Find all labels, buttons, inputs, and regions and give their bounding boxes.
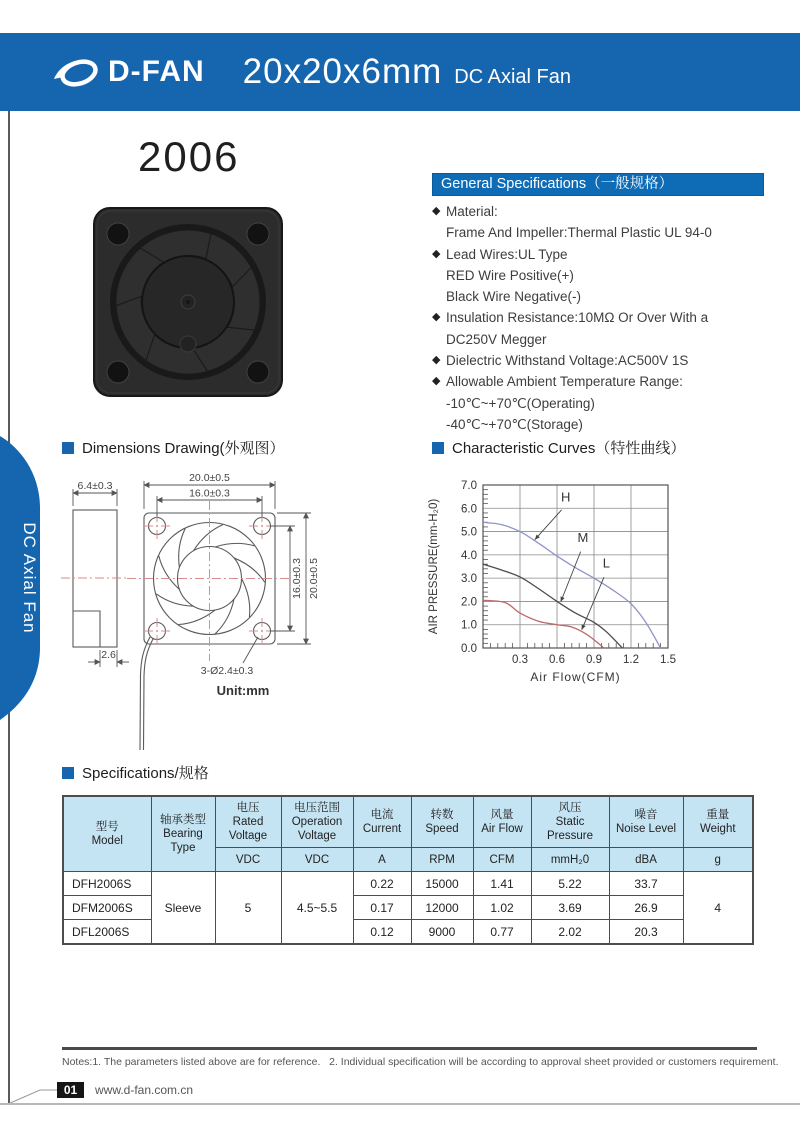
dim-unit-label: Unit:mm xyxy=(216,683,270,698)
spec-cell: 0.12 xyxy=(353,920,411,945)
page-header xyxy=(0,33,800,111)
y-tick-label: 2.0 xyxy=(461,596,477,609)
diamond-bullet-icon: ◆ xyxy=(432,205,441,217)
column-header-bearing-type: 轴承类型 Bearing Type xyxy=(151,796,215,872)
column-unit-static-pressure: mmH₂0 xyxy=(531,848,609,872)
spec-cell: 0.17 xyxy=(353,896,411,920)
dimensions-drawing xyxy=(55,465,395,760)
characteristic-curves-chart xyxy=(425,465,725,695)
column-unit-weight: g xyxy=(683,848,753,872)
spec-list-item xyxy=(432,371,772,392)
side-tab-label: DC Axial Fan xyxy=(20,522,39,634)
table-row xyxy=(63,872,753,896)
column-header-static-pressure: 风压 Static Pressure xyxy=(531,796,609,848)
column-header-model: 型号 Model xyxy=(63,796,151,872)
section-curves-heading xyxy=(432,437,685,458)
spec-list-item-text: Black Wire Negative(-) xyxy=(446,289,582,305)
website-text: www.d-fan.com.cn xyxy=(95,1083,194,1097)
column-header-noise-level: 噪音 Noise Level xyxy=(609,796,683,848)
column-unit-current: A xyxy=(353,848,411,872)
column-unit-operation-voltage: VDC xyxy=(281,848,353,872)
y-tick-label: 5.0 xyxy=(461,526,477,539)
spec-list-item-text: -10℃~+70℃(Operating) xyxy=(446,395,595,411)
spec-list-item xyxy=(432,201,772,222)
section-square-icon xyxy=(432,442,444,454)
spec-list-item xyxy=(432,329,772,350)
diamond-bullet-icon: ◆ xyxy=(432,354,441,367)
column-unit-air-flow: CFM xyxy=(473,848,531,872)
curve-label-M: M xyxy=(577,530,589,546)
column-unit-noise-level: dBA xyxy=(609,848,683,872)
brand-logo xyxy=(52,54,205,90)
curve-H xyxy=(483,522,661,648)
spec-list-item-text: -40℃~+70℃(Storage) xyxy=(446,416,583,432)
spec-cell: 33.7 xyxy=(609,872,683,896)
spec-list-item-text: Insulation Resistance:10MΩ Or Over With a xyxy=(446,310,709,326)
spec-cell: 20.3 xyxy=(609,920,683,945)
spec-list-item-text: Material: xyxy=(446,204,498,219)
section-curves-label: Characteristic Curves（特性曲线） xyxy=(452,440,686,457)
column-header-operation-voltage: 电压范围 Operation Voltage xyxy=(281,796,353,848)
model-number: 2006 xyxy=(138,133,240,180)
page-title: 20x20x6mm xyxy=(242,52,443,91)
spec-list-item xyxy=(432,414,772,435)
spec-cell: 5 xyxy=(215,872,281,945)
spec-list-item-text: RED Wire Positive(+) xyxy=(446,267,574,283)
spec-list-item-text: Dielectric Withstand Voltage:AC500V 1S xyxy=(446,353,689,369)
section-dimensions-heading xyxy=(62,437,285,458)
section-dimensions-label: Dimensions Drawing(外观图） xyxy=(82,440,285,457)
spec-list-item xyxy=(432,222,772,243)
spec-cell: DFM2006S xyxy=(63,896,151,920)
bottom-border-line xyxy=(0,1103,800,1105)
curve-L xyxy=(483,600,604,648)
column-header-speed: 转数 Speed xyxy=(411,796,473,848)
brand-name: D-FAN xyxy=(108,55,205,88)
spec-list-item xyxy=(432,307,772,328)
section-square-icon xyxy=(62,767,74,779)
x-tick-label: 0.3 xyxy=(512,654,528,666)
brand-swoosh-icon xyxy=(52,54,104,90)
specifications-table xyxy=(62,795,754,945)
y-tick-label: 7.0 xyxy=(461,480,477,492)
spec-cell: DFL2006S xyxy=(63,920,151,945)
column-unit-rated-voltage: VDC xyxy=(215,848,281,872)
y-tick-label: 3.0 xyxy=(461,573,477,586)
x-axis-label: Air Flow(CFM) xyxy=(530,670,621,684)
y-axis-label: AIR PRESSURE(mm-H₂0) xyxy=(428,498,440,635)
spec-list-item-text: Allowable Ambient Temperature Range: xyxy=(446,374,683,390)
spec-list-item-text: Lead Wires:UL Type xyxy=(446,246,568,262)
x-tick-label: 0.9 xyxy=(586,654,602,666)
dim-side-step: 2.6 xyxy=(101,649,116,661)
spec-cell: 5.22 xyxy=(531,872,609,896)
spec-cell: 0.22 xyxy=(353,872,411,896)
diamond-bullet-icon: ◆ xyxy=(432,311,441,324)
diamond-bullet-icon: ◆ xyxy=(432,375,441,388)
dim-hole-pitch-h: 16.0±0.3 xyxy=(189,487,230,500)
spec-list-item-text: DC250V Megger xyxy=(446,331,547,347)
spec-cell: Sleeve xyxy=(151,872,215,945)
x-tick-label: 0.6 xyxy=(549,654,565,666)
diamond-bullet-icon: ◆ xyxy=(432,247,441,260)
spec-list-item xyxy=(432,350,772,371)
spec-cell: 3.69 xyxy=(531,896,609,920)
spec-cell: 2.02 xyxy=(531,920,609,945)
section-specifications-heading xyxy=(62,762,209,783)
spec-cell: 4 xyxy=(683,872,753,945)
spec-list-item xyxy=(432,265,772,286)
fan-product-photo xyxy=(88,200,288,405)
general-specs-heading xyxy=(432,173,764,196)
side-tab xyxy=(0,428,50,728)
general-specs-heading-text: General Specifications（一般规格） xyxy=(441,176,674,192)
dim-mounting-holes: 3-Ø2.4±0.3 xyxy=(200,665,254,677)
spec-list-item xyxy=(432,244,772,265)
spec-cell: 0.77 xyxy=(473,920,531,945)
column-header-current: 电流 Current xyxy=(353,796,411,848)
column-header-rated-voltage: 电压 Rated Voltage xyxy=(215,796,281,848)
spec-cell: 9000 xyxy=(411,920,473,945)
x-tick-label: 1.2 xyxy=(623,654,639,666)
y-tick-label: 0.0 xyxy=(461,643,477,655)
y-tick-label: 6.0 xyxy=(461,503,477,516)
spec-cell: 12000 xyxy=(411,896,473,920)
curve-label-H: H xyxy=(560,489,571,505)
column-unit-speed: RPM xyxy=(411,848,473,872)
spec-cell: 15000 xyxy=(411,872,473,896)
page-subtitle: DC Axial Fan xyxy=(454,66,572,88)
spec-cell: DFH2006S xyxy=(63,872,151,896)
column-header-weight: 重量 Weight xyxy=(683,796,753,848)
header-title-group xyxy=(243,52,571,92)
spec-cell: 4.5~5.5 xyxy=(281,872,353,945)
spec-list-item xyxy=(432,286,772,307)
spec-list-item-text: Frame And Impeller:Thermal Plastic UL 94-0 xyxy=(446,225,712,241)
notes-divider xyxy=(62,1047,757,1050)
notes-text: Notes:1. The parameters listed above are for reference. 2. Individual specification will be according to approval sheet provided or customers requirement. xyxy=(62,1056,779,1068)
section-square-icon xyxy=(62,442,74,454)
spec-cell: 26.9 xyxy=(609,896,683,920)
dim-frame-width: 20.0±0.5 xyxy=(189,472,230,484)
y-tick-label: 4.0 xyxy=(461,549,477,562)
y-tick-label: 1.0 xyxy=(461,619,477,632)
spec-cell: 1.41 xyxy=(473,872,531,896)
dim-frame-height: 20.0±0.5 xyxy=(308,558,320,599)
spec-cell: 1.02 xyxy=(473,896,531,920)
curve-M xyxy=(483,564,622,648)
x-tick-label: 1.5 xyxy=(660,654,676,666)
section-specifications-label: Specifications/规格 xyxy=(82,765,209,782)
general-specs-list xyxy=(432,201,772,435)
dim-hole-pitch-v: 16.0±0.3 xyxy=(291,558,303,599)
dim-side-width: 6.4±0.3 xyxy=(77,480,113,492)
curve-label-L: L xyxy=(602,555,610,571)
column-header-air-flow: 风量 Air Flow xyxy=(473,796,531,848)
page-number-badge: 01 xyxy=(57,1082,84,1098)
spec-list-item xyxy=(432,393,772,414)
